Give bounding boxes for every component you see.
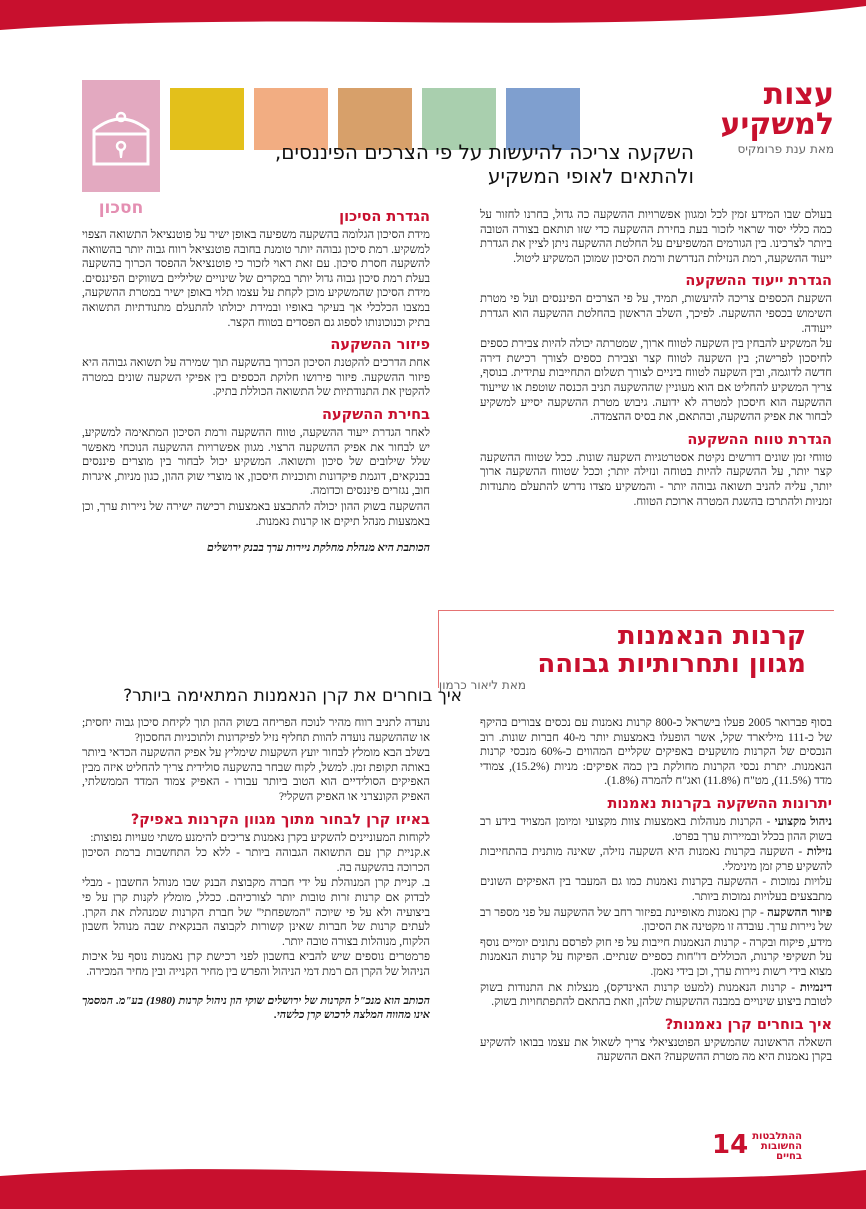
article1-purpose-p2: על המשקיע להבחין בין השקעה לטווח ארוך, שמטרתה יכולה להיות צבירת כספים לחיסכון לפרישה; בין השקעה לטווח קצר וצבירת כספים לצורך רכישת דירה חדשה לדוגמה, ובין השקעה לטווח ביניים לצורך תשלום התחייבות עתידית. בנוסף, צריך המשקיע להחליט אם הוא מעוניין שההשקעה תניב הכנסה שוטפת או שייעוד ההשקעה הוא חיסכון למטרה לא ידועה. גיבוש מטרת ההשקעה יסייע למשקיע לבחור את אפיק ההשקעה, ובהתאם, את בסיס ההצמדה. [480, 338, 832, 424]
article2-how-p: השאלה הראשונה שהמשקיע הפוטנציאלי צריך לשאול את עצמו בבואו להשקיע בקרן נאמנות היא מה מטרת ההשקעה? האם ההשקעה [480, 1036, 832, 1064]
article1-heading-diversify: פיזור ההשקעה [330, 337, 430, 354]
article1-heading-choice: בחירת ההשקעה [322, 406, 430, 423]
article1-term-p: טווחי זמן שונים דורשים נקיטת אסטרטגיות השקעה שונות. ככל שטווח ההשקעה קצר יותר, על ההשקעה להיות בטוחה ונזילה יותר; וככל שטווח ההשקעה ארוך יותר, עליה להניב תשואה גבוהה יותר - והמשקיע מצדו נדרש להתעלם מתנודות זמניות ולהתרכז בהשגת המטרה ארוכת הטווח. [480, 451, 832, 508]
article2-heading-how: איך בוחרים קרן נאמנות? [664, 1016, 832, 1033]
article2-author: מאת ליאור כרמון [438, 678, 526, 692]
article1-credit: הכותבת היא מנהלת מחלקת ניירות ערך בבנק ירושלים [207, 542, 430, 555]
article1-choice-p1: לאחר הגדרת ייעוד ההשקעה, טווח ההשקעה ורמת הסיכון המתאימה למשקיע, יש לבחור את אפיק ההשקעה הרצוי. מגוון אפשרויות ההשקעה הנוכחי מאפשר שלל שילובים של סיכון ותשואה. המשקיע יכול לבחור בין מוצרים פיננסים בבנקאים, דוגמת פיקדונות ותוכניות חיסכון, או מוצרי שוק ההון, כגון מניות, איגרות חוב, נגזרים פיננסים וכדומה. [82, 426, 430, 498]
article1-heading-purpose: הגדרת ייעוד ההשקעה [685, 273, 832, 290]
article1-choice-p2: ההשקעה בשוק ההון יכולה להתבצע באמצעות רכישה ישירה של ניירות ערך, וכן באמצעות מנהל תיקים או קרנות נאמנות. [82, 500, 430, 528]
headline-line1: השקעה צריכה להיעשות על פי הצרכים הפיננסים, [274, 140, 694, 164]
article2-title-line1: קרנות הנאמנות [617, 621, 806, 651]
magazine-name-line1: ההתלבטות [752, 1131, 802, 1142]
article1-right-column [480, 208, 832, 510]
page-number: 14 [712, 1130, 749, 1160]
adv2-label: נזילות [806, 846, 832, 859]
brand-title-line1: עצות [763, 77, 834, 112]
brand-author: מאת ענת פרומקיס [737, 142, 834, 156]
headline-line2: ולהתאים לאופי המשקיע [487, 164, 694, 188]
savings-box [82, 80, 160, 192]
article2-title-line2: מגוון ותחרותיות גבוהה [537, 649, 806, 679]
article2-right-column [480, 716, 832, 1066]
adv2-text: - השקעה בקרנות נאמנות היא השקעה נזילה, שאינה מותנית בהתחייבות להשקיע פרק זמן מינימלי. [480, 846, 832, 873]
adv4-text: - קרן נאמנות מאופיינת בפיזור רחב של ההשקעה על פני מספר רב של ניירות ערך. עובדה זו מקטינה את הסיכון. [480, 906, 832, 934]
adv1-text: - הקרנות מנוהלות באמצעות צוות מקצועי ומיומן המצויד בידע רב בשוק ההון בכלל ובמיירות ערך בפרט. [480, 815, 832, 843]
article2-adv5: מידע, פיקוח ובקרה - קרנות הנאמנות חייבות על פי חוק לפרסם נתונים יומיים נוסף על תשקיפי קרנות, הכוללים דו"חות כספיים שנתיים. הפיקוח על קרנות הנאמנות מצוא בידי רשות ניירות ערך, וכן בידי נאמן. [480, 936, 832, 978]
article1-purpose-p1: השקעת הכספים צריכה להיעשות, תמיד, על פי הצרכים הפיננסים ועל פי מטרת השימוש בכספי ההשקעה. לפיכך, השלב הראשון בהחלטת ההשקעה הוא הגדרת ייעודה. [480, 293, 832, 335]
article2-heading-which-fund: באיזו קרן לבחור מתוך מגוון הקרנות באפיק? [130, 811, 430, 828]
article2-intro: בסוף פברואר 2005 פעלו בישראל כ-800 קרנות נאמנות עם נכסים צבורים בהיקף של כ-111 מיליארד שקל, אשר הופעלו באמצעות יותר מ-40 חברות שונות. רוב הנכסים של הקרנות מושקעים באפיקים שקליים המהווים כ-60% מנכסי קרנות הנאמנות. יתרת נכסי הקרנות מחולקת בין כמה אפיקים: מניות (15.2%), צמודי מדד (11.5%), מט"ח (11.8%) ואג"ח להמרה (1.8%). [480, 717, 832, 788]
top-red-swoosh [0, 0, 866, 60]
article2-question: איך בוחרים את קרן הנאמנות המתאימה ביותר? [123, 686, 462, 706]
article1-heading-risk: הגדרת הסיכון [339, 209, 430, 225]
article2-left-column [82, 716, 430, 1023]
adv1-label: ניהול מקצועי [774, 815, 832, 828]
article2-adv3: עלויות נמוכות - ההשקעה בקרנות נאמנות כמו גם המעבר בין האפיקים השונים מתבצעים בעלויות נמוכות ביותר. [480, 876, 832, 903]
magazine-name [742, 1132, 802, 1162]
section-divider-horizontal [438, 610, 834, 611]
article2-adv2 [480, 845, 832, 874]
article1-left-column [82, 208, 430, 556]
brand-title-line2: למשקיע [720, 107, 834, 142]
page-headline [154, 140, 694, 188]
magazine-name-line3: בחיים [776, 1151, 802, 1162]
article2-left-p4: א.קניית קרן עם התשואה הגבוהה ביותר - ללא כל התחשבות ברמת הסיכון הכרוכה בהשקעה בה. [82, 847, 430, 874]
article2-left-p6: פרמטרים נוספים שיש להביא בחשבון לפני רכישת קרן נאמנות נוסף על איכות הניהול של הקרן הם רמת דמי הניהול והפרש בין מחיר הקנייה ובין מחיר המכירה. [82, 951, 430, 978]
article1-risk-p: מידת הסיכון הגלומה בהשקעה משפיעה באופן ישיר על פוטנציאל התשואה הצפוי למשקיע. רמת סיכון גבוהה יותר טומנת בחובה פוטנציאל רווח גבוה יותר בהשוואה להשקעה חסרת סיכון. עם זאת ראוי לזכור כי פוטנציאל ההפסד הכרוך בהשקעה בעלת רמת סיכון גבוה גדול יותר במקרים של שינויים שליליים בשווקים הפיננסים. מידת הסיכון שהמשקיע מוכן לקחת על עצמו תלוי באופן ישיר במטרת ההשקעה, במצבו הכלכלי אך בעיקר באופיו ובמידת יכולתו להתעלם מתנודתיות התשואה בתיק וכנוכונותו לספוג גם הפסדים בטווח הקצר. [82, 229, 430, 329]
article2-left-p3: לקוחות המעוניינים להשקיע בקרן נאמנות צריכים להימנע משתי טעויות נפוצות: [90, 831, 430, 844]
savings-label: חסכון [98, 198, 144, 218]
treasure-chest-icon [88, 108, 154, 168]
adv4-label: פיזור ההשקעה [767, 906, 832, 919]
article2-adv6 [480, 981, 832, 1010]
adv6-label: דינמיות [799, 981, 832, 994]
article1-diversify-p: אחת הדרכים להקטנת הסיכון הכרוך בהשקעה תוך שמירה על תשואה גבוהה היא פיזור ההשקעה. פיזור פירושו חלוקת הכספים בין אפיקי השקעה שונים במטרה להקטין את התנודתיות של התשואה הכוללת בתיק. [82, 357, 430, 399]
adv6-text: - קרנות הנאמנות (למעט קרנות האינדקס), מנצלות את התנודות בשוק לטובת ביצוע שינויים במבנה ההשקעות שלהן, וזאת בהתאם להתפתחויות בשוק. [480, 981, 832, 1009]
article1-intro: בעולם שבו המידע זמין לכל ומגוון אפשרויות ההשקעה כה גדול, בחרנו לחזור על כמה כללי יסוד שראוי לזכור בעת בחירת ההשקעה כדי שזו תותאם בצורה הטובה ביותר לצרכינו. בין הגורמים המשפיעים על החלטת ההשקעה ניתן לציין את הגדרת ייעוד ההשקעה, רמת הנזילות הנדרשת ורמת הסיכון שמוכן המשקיע ליטול. [480, 209, 832, 265]
article2-left-p2: בשלב הבא מומלץ לבחור יועץ השקעות שימליץ על אפיק ההשקעה הכדאי ביותר באותה תקופת זמן. למשל, לקוח שבחר בהשקעה סולידית צריך להחליט איזה מבין האפיקים הסולידיים הוא הטוב ביותר עבורו - האפיק צמוד המדד הממשלתי, האפיק הקונצרני או האפיק השקלי? [82, 747, 430, 803]
article2-left-p5: ב. קניית קרן המנוהלת על ידי חברה מקבוצת הבנק שבו מנוהל החשבון - מבלי לבדוק אם קרנות זרות טובות יותר לצורכיהם. ככלל, מומלץ לקנות קרן על פי ביצועיה ולא על פי שיוכה "המשפחתי" של חברת הקרנות שמנהלת את הקרן. לעתים קרנות של חברות שאינן קשורות לקבוצה הבנקאית שבה מנוהל חשבון הלקוח, מנוהלות בצורה טובה יותר. [82, 877, 430, 948]
article2-adv1 [480, 815, 832, 844]
article2-left-p1: נועדה לתניב רווח מהיר לנוכח הפריחה בשוק ההון תוך לקיחת סיכון גבוה יחסית; או שההשקעה נועדה להוות תחליף נזיל לפיקדונות ולתוכניות החסכון? [82, 717, 430, 744]
article1-heading-term: הגדרת טווח ההשקעה [687, 431, 832, 448]
article2-title [406, 622, 806, 678]
column-brand [704, 77, 834, 156]
article2-adv4 [480, 906, 832, 935]
magazine-name-line2: החשובות [760, 1141, 802, 1152]
article2-credit: הכותב הוא מנכ"ל הקרנות של ירושלים שוקי הון ניהול קרנות (1980) בע"מ. המסמך אינו מהווה המלצה לרכוש קרן כלשהי. [82, 994, 430, 1021]
article2-heading-advantages: יתרונות ההשקעה בקרנות נאמנות [607, 795, 832, 812]
